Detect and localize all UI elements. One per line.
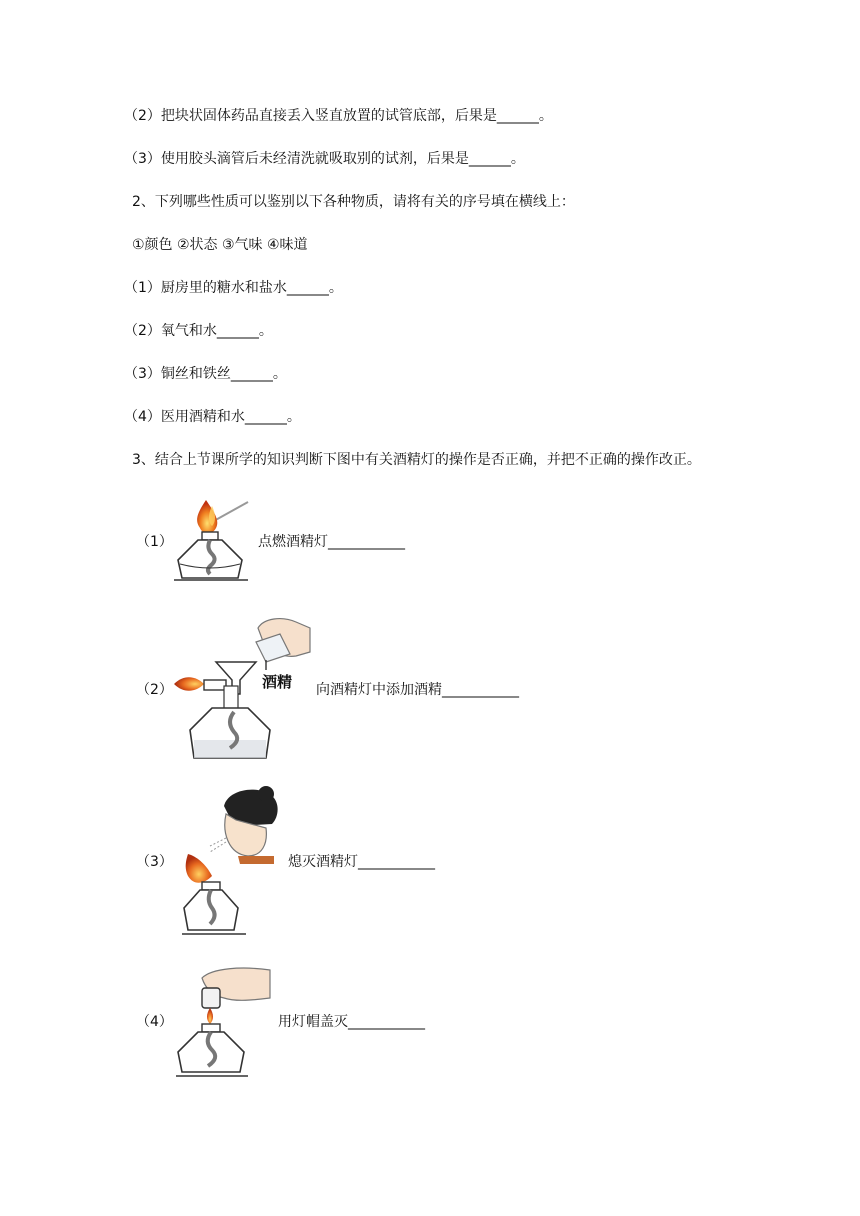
question-2-item-3: （3）铜丝和铁丝______。 [124,366,287,382]
figure-1-alcohol-lamp-lighting [172,494,252,586]
figure-1-caption: 点燃酒精灯___________ [258,534,405,550]
question-2-options: ①颜色 ②状态 ③气味 ④味道 [132,237,308,253]
question-3-stem: 3、结合上节课所学的知识判断下图中有关酒精灯的操作是否正确，并把不正确的操作改正。 [132,452,701,468]
wick-holder [202,882,220,890]
wick-holder [202,532,218,540]
shirt [238,856,274,864]
figure-2-caption: 向酒精灯中添加酒精___________ [316,682,519,698]
flame-icon [174,677,204,691]
lamp-cap-icon [202,988,220,1008]
question-2-stem: 2、下列哪些性质可以鉴别以下各种物质，请将有关的序号填在横线上： [132,194,575,210]
question-2-item-1: （1）厨房里的糖水和盐水______。 [124,280,343,296]
flame-icon [186,854,212,883]
question-1-item-2: （2）把块状固体药品直接丢入竖直放置的试管底部，后果是______。 [124,108,553,124]
question-2-item-2: （2）氧气和水______。 [124,323,273,339]
figure-3-number: （3） [136,854,173,870]
match-stick [212,502,248,522]
figure-1-number: （1） [136,534,173,550]
figure-2-number: （2） [136,682,173,698]
figure-4-caption: 用灯帽盖灭___________ [278,1014,425,1030]
question-1-item-3: （3）使用胶头滴管后未经清洗就吸取别的试剂，后果是______。 [124,151,525,167]
question-2-item-4: （4）医用酒精和水______。 [124,409,301,425]
wick-holder [204,680,226,690]
figure-4-number: （4） [136,1014,173,1030]
figure-4-capping-lamp [172,962,272,1080]
figure-3-caption: 熄灭酒精灯___________ [288,854,435,870]
wick-holder [202,1024,220,1032]
flame-icon [207,1008,213,1024]
figure-2-bottle-label: 酒精 [262,673,293,691]
figure-3-blowing-out-lamp [176,784,286,938]
